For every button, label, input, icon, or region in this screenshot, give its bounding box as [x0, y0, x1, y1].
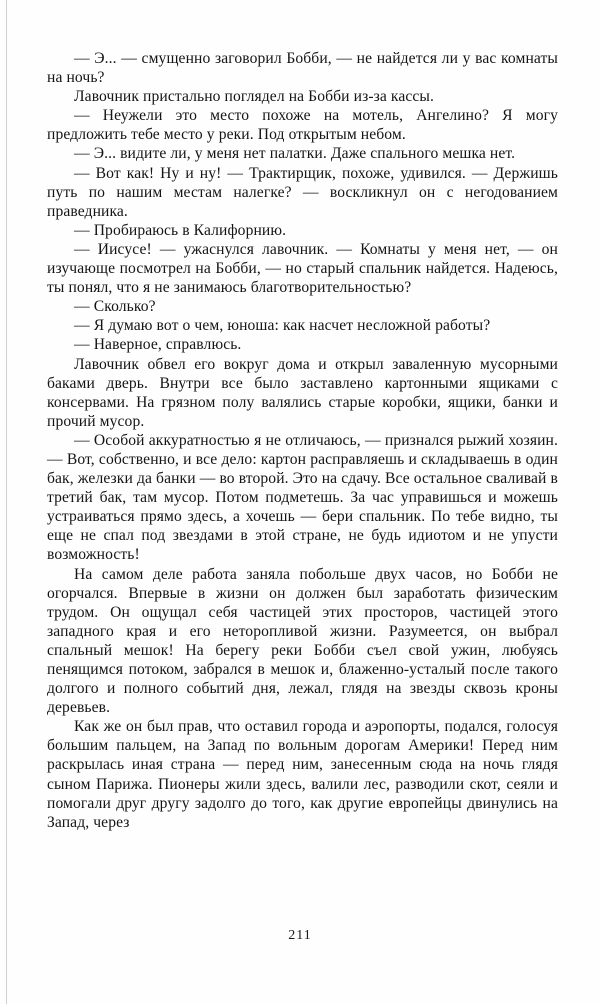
paragraph: — Особой аккуратностью я не отличаюсь, — признался рыжий хозяин. — Вот, собственно, и все дело: картон расправляешь и складываешь в один бак, железки да банки — во второй. Это на сдачу. Все остальное сваливай в третий бак, там мусор. Потом подметешь. За час управишься и можешь устраиваться прямо здесь, а хочешь — бери спальник. По тебе видно, ты еще не спал под звездами в этой стране, не будь идиотом и не упусти возможность!	[47, 431, 558, 564]
paragraph: На самом деле работа заняла побольше двух часов, но Бобби не огорчался. Впервые в жизни он должен был заработать физическим трудом. Он ощущал себя частицей этих просторов, частицей этого западного края и его неторопливой жизни. Разумеется, он выбрал спальный мешок! На берегу реки Бобби съел свой ужин, любуясь пенящимся потоком, забрался в мешок и, блаженно-усталый после такого долгого и полного событий дня, лежал, глядя на звезды сквозь кроны деревьев.	[47, 565, 558, 717]
paragraph: Как же он был прав, что оставил города и аэропорты, подался, голосуя большим пальцем, на Запад по вольным дорогам Америки! Перед ним раскрылась иная страна — перед ним, занесенным сюда на ночь глядя сыном Парижа. Пионеры жили здесь, валили лес, разводили скот, сеяли и помогали друг другу задолго до того, как другие европейцы двинулись на Запад, через	[47, 718, 558, 831]
paragraph: Лавочник пристально поглядел на Бобби из-за кассы.	[74, 88, 434, 106]
paragraph: — Э... — смущенно заговорил Бобби, — не найдется ли у вас комнаты на ночь?	[47, 50, 558, 87]
paragraph: — Пробираюсь в Калифорнию.	[74, 221, 287, 239]
paragraph: — Наверное, справлюсь.	[74, 336, 242, 354]
paragraph: — Сколько?	[74, 298, 156, 316]
paragraph: Лавочник обвел его вокруг дома и открыл заваленную мусорными баками дверь. Внутри все было заставлено картонными ящиками с консервами. На грязном полу валялись старые коробки, ящики, банки и прочий мусор.	[47, 355, 558, 430]
scan-edge-line	[6, 0, 7, 1004]
paragraph: — Неужели это место похоже на мотель, Ангелино? Я могу предложить тебе место у реки. Под открытым небом.	[47, 107, 558, 144]
text-block	[47, 49, 558, 832]
paragraph: — Иисусе! — ужаснулся лавочник. — Комнаты у меня нет, — он изучающе посмотрел на Бобби, — но старый спальник найдется. Надеюсь, ты понял, что я не занимаюсь благотворительностью?	[47, 240, 558, 297]
paragraph: — Э... видите ли, у меня нет палатки. Даже спального мешка нет.	[74, 145, 516, 163]
paragraph: — Я думаю вот о чем, юноша: как насчет несложной работы?	[74, 317, 491, 335]
paragraph: — Вот как! Ну и ну! — Трактирщик, похоже, удивился. — Держишь путь по нашим местам налегке? — воскликнул он с негодованием праведника.	[47, 164, 558, 220]
page-number: 211	[288, 928, 312, 943]
